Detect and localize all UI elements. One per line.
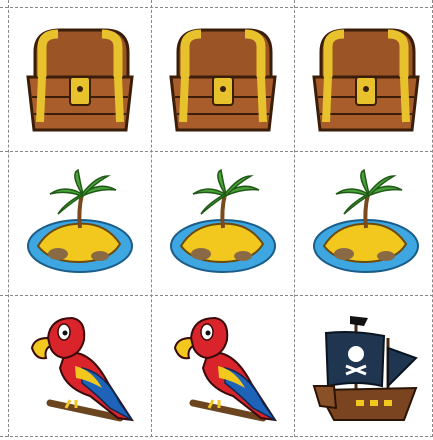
card[interactable] xyxy=(294,7,433,152)
card[interactable] xyxy=(151,295,295,440)
parrot-icon xyxy=(163,308,283,428)
treasure-chest-icon xyxy=(163,22,283,137)
card[interactable] xyxy=(151,7,295,152)
card[interactable] xyxy=(8,7,152,152)
island-icon xyxy=(306,166,426,281)
treasure-chest-icon xyxy=(306,22,426,137)
card[interactable] xyxy=(151,151,295,296)
card[interactable] xyxy=(8,295,152,440)
island-icon xyxy=(20,166,140,281)
card[interactable] xyxy=(294,295,433,440)
card[interactable] xyxy=(8,151,152,296)
parrot-icon xyxy=(20,308,140,428)
card[interactable] xyxy=(294,151,433,296)
island-icon xyxy=(163,166,283,281)
treasure-chest-icon xyxy=(20,22,140,137)
pirate-ship-icon xyxy=(306,308,426,428)
